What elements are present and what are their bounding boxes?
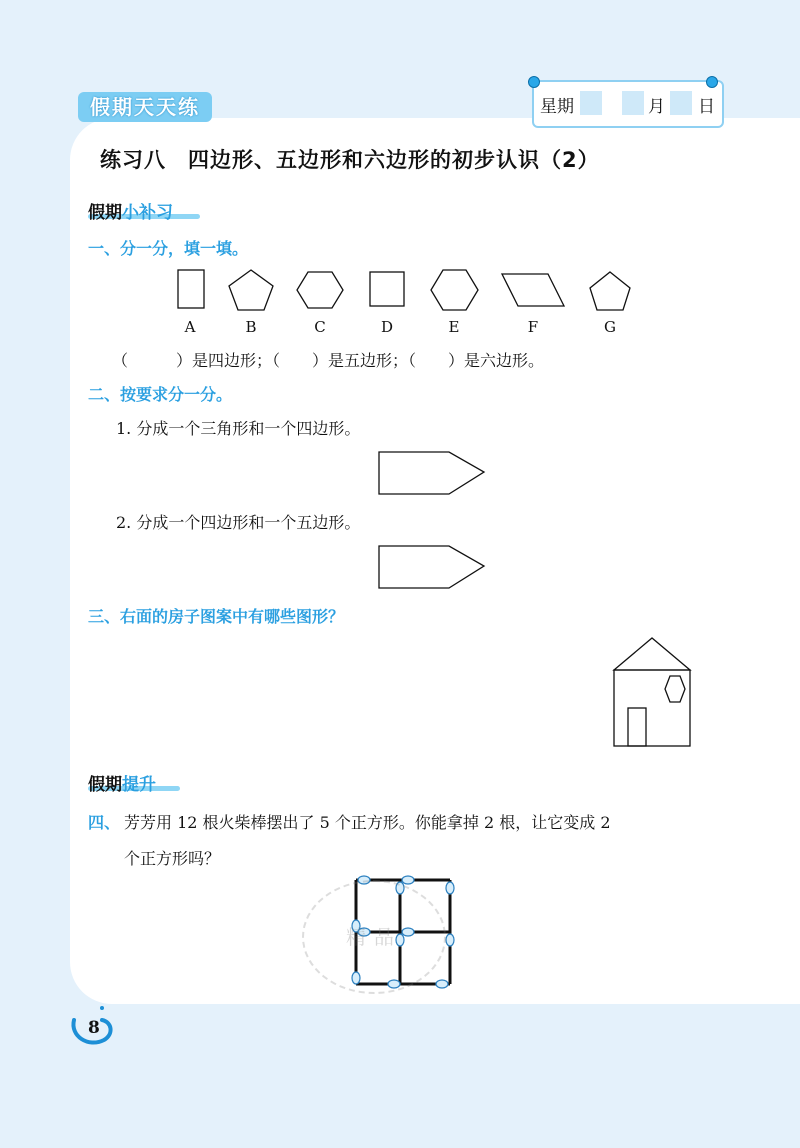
house-window-hexagon — [665, 676, 685, 702]
shape-f-parallelogram — [502, 274, 564, 306]
shape-d-square — [370, 272, 404, 306]
q1-heading: 一、分一分，填一填。 — [88, 239, 249, 258]
shape-label: A — [184, 318, 196, 336]
pin-icon — [706, 76, 718, 88]
shape-c-hexagon — [297, 272, 343, 308]
section-part-a: 假期 — [88, 775, 122, 795]
q2-heading: 二、按要求分一分。 — [88, 385, 233, 404]
match-head — [446, 934, 454, 946]
pin-icon — [528, 76, 540, 88]
house-figure — [606, 632, 698, 752]
match-head — [402, 876, 414, 884]
match-head — [436, 980, 448, 988]
watermark-stamp: 精品 — [302, 880, 446, 994]
q2-figure-1 — [374, 446, 494, 502]
page-title: 练习八 四边形、五边形和六边形的初步认识（2） — [100, 148, 600, 172]
section-part-b: 小补习 — [122, 203, 173, 223]
match-head — [446, 882, 454, 894]
house-body — [614, 670, 690, 746]
shape-label: E — [448, 318, 460, 336]
shape-label: F — [527, 318, 539, 336]
shape-label: D — [380, 318, 394, 336]
house-roof — [614, 638, 690, 670]
shape-label: C — [314, 318, 326, 336]
q1-shapes — [170, 262, 650, 314]
shape-label: B — [245, 318, 257, 336]
date-box — [532, 80, 724, 128]
weekday-label: 星期 — [540, 97, 574, 117]
q2-figure-2 — [374, 540, 494, 596]
q2-item-2: 2. 分成一个四边形和一个五边形。 — [116, 513, 361, 532]
month-label: 月 — [648, 97, 665, 117]
shape-a-rectangle — [178, 270, 204, 308]
shape-e-hexagon — [431, 270, 478, 310]
banner-label: 假期天天练 — [78, 92, 212, 122]
shape-b-pentagon — [229, 270, 273, 310]
q2-item-1: 1. 分成一个三角形和一个四边形。 — [116, 419, 361, 438]
day-field[interactable] — [670, 91, 692, 115]
shape-g-pentagon — [590, 272, 630, 310]
q4-number: 四、 — [88, 813, 121, 832]
shape-label: G — [604, 318, 616, 336]
section-heading-review — [88, 198, 173, 223]
q3-heading: 三、右面的房子图案中有哪些图形？ — [88, 607, 345, 626]
q1-answer-line[interactable]: （ ）是四边形；（ ）是五边形；（ ）是六边形。 — [112, 351, 545, 370]
section-part-b: 提升 — [122, 775, 156, 795]
q4-line-2: 个正方形吗？ — [124, 849, 221, 868]
month-field[interactable] — [622, 91, 644, 115]
q4-line-1: 芳芳用 12 根火柴棒摆出了 5 个正方形。你能拿掉 2 根，让它变成 2 — [124, 813, 611, 832]
section-heading-advance — [88, 770, 156, 795]
page-number: 8 — [88, 1018, 100, 1038]
house-door — [628, 708, 646, 746]
section-part-a: 假期 — [88, 203, 122, 223]
weekday-field[interactable] — [580, 91, 602, 115]
day-label: 日 — [698, 97, 715, 117]
